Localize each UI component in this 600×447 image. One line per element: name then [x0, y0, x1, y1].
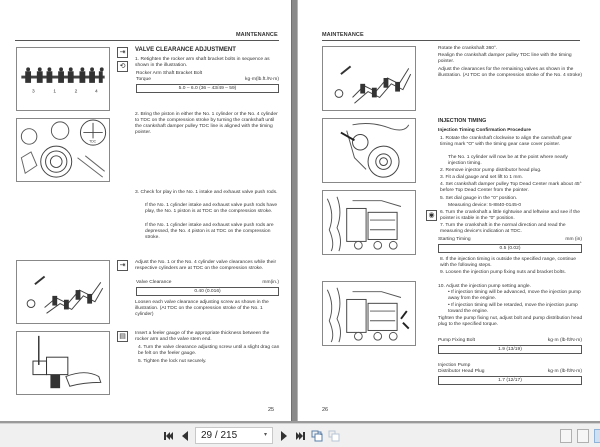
tighten-text: Tighten the pump fixing nut, adjust bolt and pump distribution head plug to the specified torque.	[438, 316, 583, 328]
first-page-button[interactable]	[162, 429, 176, 443]
step-5: 5. Tighten the lock nut securely.	[138, 359, 207, 364]
spec-label: Distributor Head Plug	[438, 369, 485, 374]
navigation-toolbar	[0, 423, 600, 447]
tdc-label: TDC	[89, 139, 97, 144]
adjust-icon: ⇥	[117, 47, 128, 58]
last-page-icon	[295, 431, 305, 441]
first-page-icon	[164, 431, 174, 441]
figure-crankshaft-pulley-tdc	[16, 118, 110, 182]
previous-page-button[interactable]	[180, 429, 190, 443]
step-6: 6. Turn the crankshaft a little rightwise and leftwise and see if the pointer is stable in the "0" position.	[440, 210, 581, 222]
section-title: INJECTION TIMING	[438, 118, 487, 124]
step-3-note-a: If the No. 1 cylinder intake and exhaust valve push rods have play, the No. 1 piston is at TDC on the compression stroke.	[145, 203, 278, 215]
dial-gauge-icon: ◉	[426, 210, 437, 221]
fig-label: 4	[94, 89, 98, 95]
figure-feeler-gauge	[16, 331, 110, 395]
figure-valve-adjustment	[16, 260, 110, 324]
fig-label: 1	[53, 89, 56, 95]
header-rule	[15, 40, 279, 41]
spec-value-box: 0.40 (0.016)	[136, 287, 279, 296]
subsection-title: Injection Timing Confirmation Procedure	[438, 128, 531, 133]
step-5-note: Measuring device: 5-8840-0145-0	[448, 203, 522, 208]
running-head: MAINTENANCE	[322, 32, 364, 38]
next-page-icon	[281, 431, 287, 441]
bullet-advanced: • If injection timing will be advanced, move the injection pump away from the engine.	[448, 290, 581, 302]
adjust-icon: ⇥	[117, 260, 128, 271]
step-1: 1. Retighten the rocker arm shaft bracket bolts in sequence as shown in the illustration.	[135, 57, 270, 69]
figure-rocker-arm-remaining	[322, 46, 416, 111]
previous-view-icon	[311, 430, 323, 442]
figure-injection-pump-adjust	[322, 281, 416, 346]
continuous-view-button[interactable]	[577, 429, 589, 443]
insert-text: Insert a feeler gauge of the appropriate thickness between the rocker arm and the valve stem end.	[135, 331, 270, 343]
next-view-icon	[328, 430, 340, 442]
step-3: 3. Fit a dial gauge and set lift to 1 mm.	[440, 175, 523, 180]
figure-timing-gear-case	[322, 118, 416, 183]
spec-unit: mm (in)	[565, 237, 582, 242]
spec-value-box: 1.9 (13/19)	[438, 345, 582, 354]
feeler-gauge-icon: ▤	[117, 331, 128, 342]
step-7: 7. Turn the crankshaft in the normal direction and read the measuring device's indication at TDC.	[440, 223, 566, 235]
adjust-text: Adjust the No. 1 or the No. 4 cylinder valve clearances while their respective cylinders are at TDC on the compression stroke.	[135, 260, 277, 272]
spec-label: Starting Timing	[438, 237, 471, 242]
next-page-button[interactable]	[279, 429, 289, 443]
spec-value-box: 1.7 (12/17)	[438, 376, 582, 385]
spec-unit: mm(in.)	[262, 280, 279, 285]
single-page-view-button[interactable]	[560, 429, 572, 443]
spec-value-box: 5.0 – 6.0 (36 – 43/49 – 59)	[136, 84, 279, 93]
spec-label: Valve Clearance	[136, 280, 172, 285]
figure-injection-pump-engine	[322, 190, 416, 255]
page-26	[298, 0, 600, 421]
step-3-note-b: If the No. 1 cylinder intake and exhaust valve push rods are depressed, the No. 4 piston is at TDC on the compression stroke.	[145, 223, 274, 241]
wrench-icon: ⟲	[117, 61, 128, 72]
last-page-button[interactable]	[293, 429, 307, 443]
step-8: 8. If the injection timing is outside the specified range, continue with the following steps.	[440, 257, 576, 269]
step-1: 1. Rotate the crankshaft clockwise to align the camshaft gear timing mark "O" with the timing gear case cover pointer.	[440, 136, 572, 148]
step-9: 9. Loosen the injection pump fixing nuts and bracket bolts.	[440, 270, 566, 275]
page-number: 25	[268, 407, 275, 413]
page-dropdown-icon[interactable]: ▾	[263, 432, 267, 438]
page-gutter	[291, 0, 298, 423]
step-2: 2. Bring the piston in either the No. 1 cylinder or the No. 4 cylinder to TDC on the compression stroke by turning the crankshaft until the crankshaft damper pulley TDC line is aligned with the timing pointer.	[135, 112, 278, 136]
realign-text: Realign the crankshaft damper pulley TDC line with the timing pointer.	[438, 53, 572, 65]
step-4: 4. Set crankshaft damper pulley Top Dead Center mark about 45° before Top Dead Center from the pointer.	[440, 182, 582, 194]
fig-label: 3	[32, 89, 35, 95]
section-title: VALVE CLEARANCE ADJUSTMENT	[135, 47, 236, 53]
step-5: 5. Set dial gauge in the "0" position.	[440, 196, 518, 201]
go-forward-view-button[interactable]	[327, 429, 341, 443]
adjust-remaining-text: Adjust the clearances for the remaining valves as shown in the illustration. (At TDC on the compression stroke of the No. 4 stroke)	[438, 67, 582, 79]
loosen-text: Loosen each valve clearance adjusting screw as shown in the illustration. (At TDC on the compression stroke of the No. 1 cylinder)	[135, 300, 269, 318]
spec-value-box: 0.5 (0.02)	[438, 244, 582, 253]
previous-page-icon	[182, 431, 188, 441]
page-number-field[interactable]	[195, 427, 273, 444]
step-3: 3. Check for play in the No. 1 intake and exhaust valve push rods.	[135, 190, 278, 195]
spec-label: Pump Fixing Bolt	[438, 338, 475, 343]
spec-label: Rocker Arm Shaft Bracket Bolt	[136, 71, 203, 76]
page-number: 26	[322, 407, 329, 413]
spec-label: Torque	[136, 77, 151, 82]
step-1-note: The No. 1 cylinder will now be at the point where nearly injection timing.	[448, 155, 568, 167]
running-head: MAINTENANCE	[236, 32, 278, 38]
page-25	[0, 0, 291, 421]
step-2: 2. Remove injector pump distributor head plug.	[440, 168, 542, 173]
rotate-text: Rotate the crankshaft 360°.	[438, 46, 498, 51]
figure-rocker-arm-shaft	[16, 47, 110, 111]
spec-unit: kg·m(lb.ft./N·m)	[245, 77, 279, 82]
header-rule	[322, 40, 580, 41]
two-page-view-button[interactable]	[594, 429, 600, 443]
bullet-retarded: • If injection timing will be retarded, move the injection pump toward the engine.	[448, 303, 578, 315]
spec-unit: kg·m (lb·ft/N·m)	[547, 369, 582, 374]
spec-unit: kg·m (lb·ft/N·m)	[547, 338, 582, 343]
fig-label: 2	[74, 89, 78, 95]
step-10: 10. Adjust the injection pump setting angle.	[438, 284, 531, 289]
go-back-view-button[interactable]	[310, 429, 324, 443]
spec-label: Injection Pump	[438, 363, 471, 368]
page-number-value: 29 / 215	[201, 430, 238, 441]
step-4: 4. Turn the valve clearance adjusting screw until a slight drag can be felt on the feeler gauge.	[138, 345, 280, 357]
